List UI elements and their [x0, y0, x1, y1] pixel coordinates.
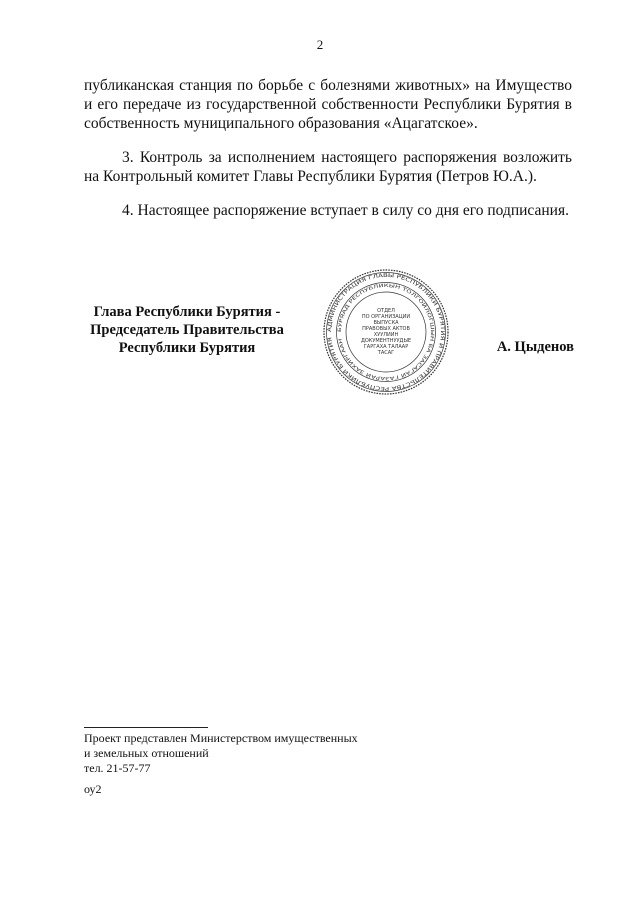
signer-title-line-3: Республики Бурятия	[118, 340, 256, 356]
official-seal-stamp	[322, 268, 450, 396]
footnote-line-2: и земельных отношений	[84, 746, 209, 760]
signer-title-block	[84, 303, 290, 357]
signer-name: А. Цыденов	[496, 339, 574, 355]
stamp-outer-ring-text: АДМИНИСТРАЦИЯ ГЛАВЫ РЕСПУБЛИКИ БУРЯТИЯ И ПРАВИТЕЛЬСТВА РЕСПУБЛИКИ БУРЯТИЯ	[326, 272, 446, 392]
paragraph-continued: публиканская станция по борьбе с болезнями животных» на Имущество и его передаче из государственной собственности Республики Бурятия в собственность муниципального образования «Ацагатское».	[84, 77, 572, 132]
signer-title-line-1: Глава Республики Бурятия -	[93, 304, 281, 320]
stamp-inner-ring-text: БУРЯАД РЕСПУБЛИКЫН ТОЛГОЙЛОГШЫН БА ЗАСАГАЙ ГАЗАРАЙ ЗАХИРГААН	[337, 283, 435, 381]
stamp-center-line-2: ПО ОРГАНИЗАЦИИ	[361, 314, 411, 320]
stamp-center-line-3: ВЫПУСКА	[373, 320, 399, 326]
stamp-center-line-8: ТАСАГ	[377, 350, 395, 356]
paragraph-4: 4. Настоящее распоряжение вступает в силу со дня его подписания.	[122, 202, 569, 219]
stamp-center-line-7: ГАРГАХА ТАЛААР	[363, 344, 409, 350]
stamp-center-line-6: ДОКУМЕНТНУУДЫЕ	[360, 338, 412, 344]
stamp-center-line-5: ХУУЛИИН	[373, 332, 399, 338]
stamp-center-line-4: ПРАВОВЫХ АКТОВ	[362, 326, 410, 332]
page-number: 2	[316, 37, 324, 52]
document-code: оу2	[84, 782, 102, 796]
footnote-line-1: Проект представлен Министерством имущественных	[84, 731, 358, 745]
paragraph-3: 3. Контроль за исполнением настоящего распоряжения возложить на Контрольный комитет Главы Республики Бурятия (Петров Ю.А.).	[84, 149, 572, 185]
footnote-phone: тел. 21-57-77	[84, 761, 151, 775]
stamp-center-line-1: ОТДЕЛ	[377, 308, 395, 314]
signer-title-line-2: Председатель Правительства	[90, 322, 284, 338]
footnote-separator	[84, 727, 208, 728]
footnote	[84, 731, 358, 776]
